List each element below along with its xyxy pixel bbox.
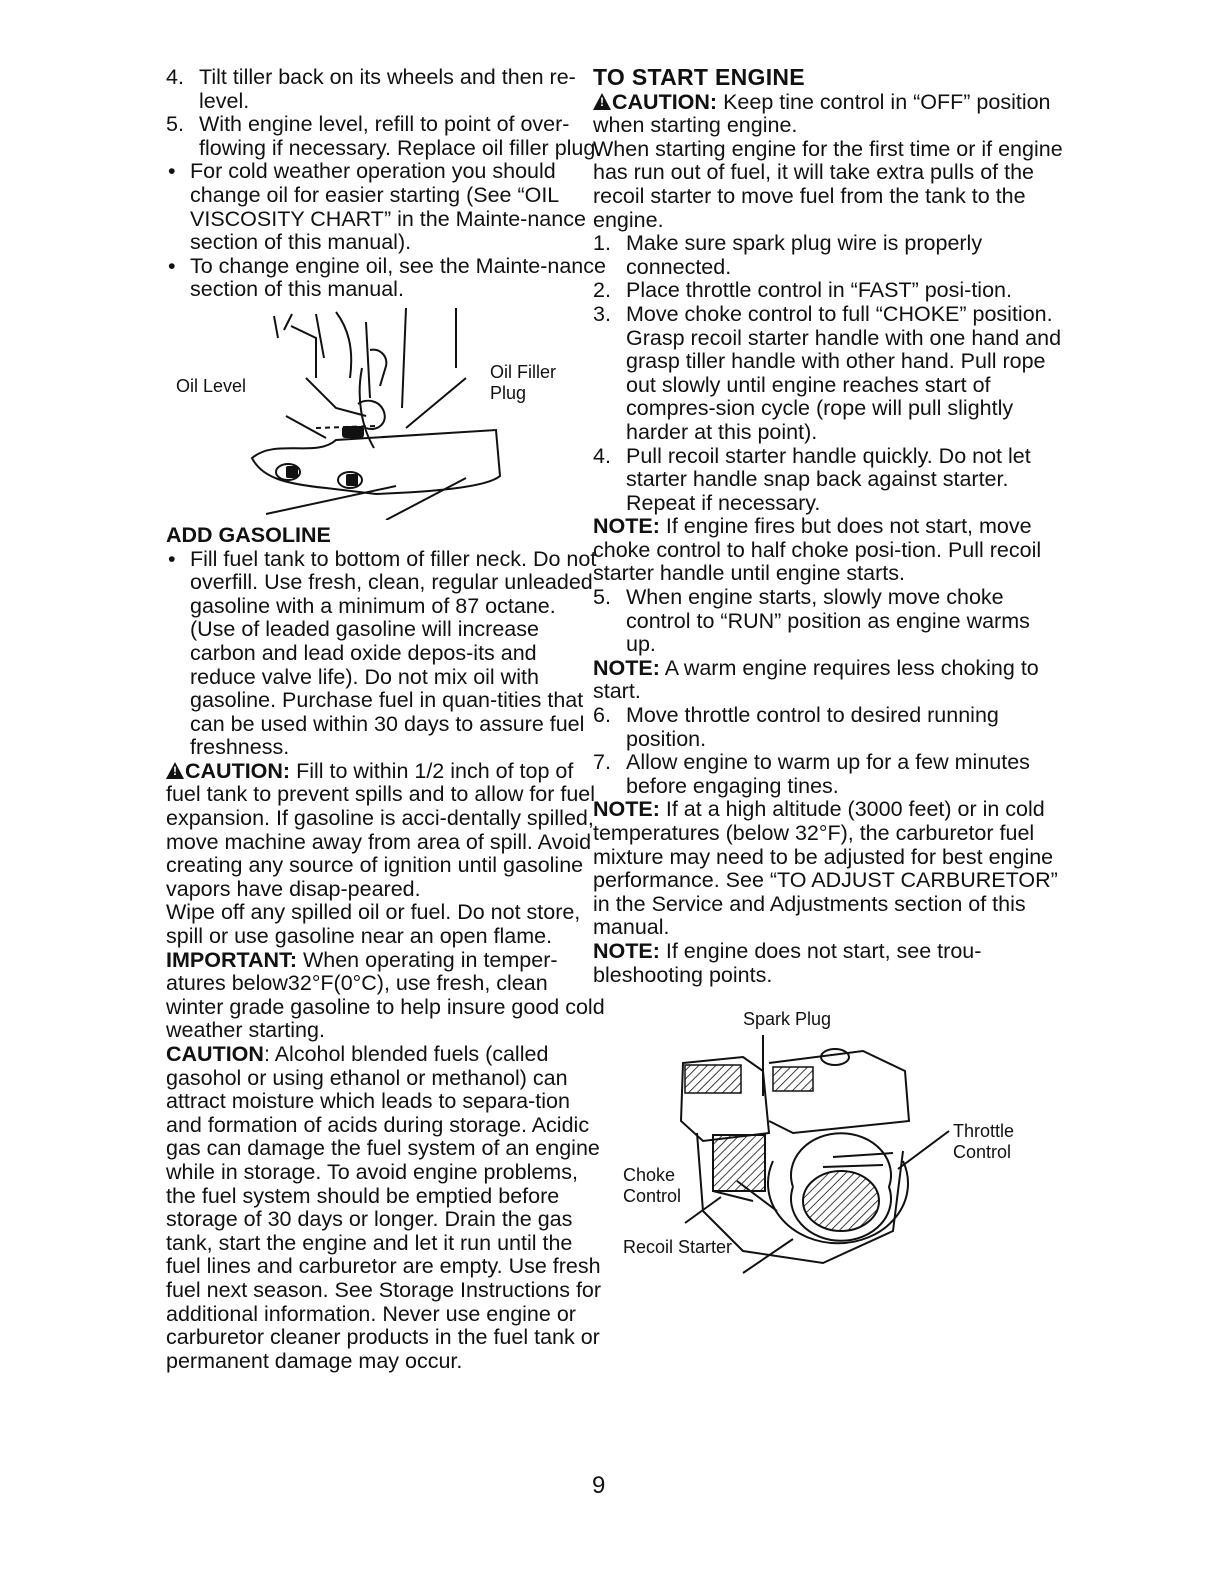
step-text: With engine level, refill to point of over-flowing if necessary. Replace oil filler plug. xyxy=(199,112,602,160)
engine-figure xyxy=(593,1001,1063,1301)
important-paragraph xyxy=(166,949,606,1043)
oil-filler-figure xyxy=(166,308,606,520)
list-item xyxy=(593,586,1063,657)
list-item xyxy=(166,255,606,302)
caution-label: CAUTION: xyxy=(185,758,291,783)
list-item xyxy=(593,232,1063,279)
choke-label: Control xyxy=(623,1186,682,1207)
list-item xyxy=(166,160,606,254)
list-item xyxy=(166,113,606,160)
step-text: Tilt tiller back on its wheels and then re-level. xyxy=(199,65,576,113)
note-paragraph xyxy=(593,515,1063,586)
note-label: NOTE: xyxy=(593,655,660,680)
note-text: If engine fires but does not start, move choke control to half choke posi-tion. Pull recoil starter handle until engine starts. xyxy=(593,514,1042,586)
step-number: 6. xyxy=(593,703,611,728)
caution-text: : Alcohol blended fuels (called gasohol or using ethanol or methanol) can attract moisture which leads to separa-tion and formation of acids during storage. Acidic gas can damage the fuel system of an engine while in storage. To avoid engine problems, the fuel system should be emptied before storage of 30 days or longer. Drain the gas tank, start the engine and let it run until the fuel lines and carburetor are empty. Use fresh fuel next season. See Storage Instructions for additional information. Never use engine or carburetor cleaner products in the fuel tank or permanent damage may occur. xyxy=(166,1042,602,1373)
caution-label: CAUTION xyxy=(166,1042,264,1066)
warning-icon xyxy=(593,93,611,110)
caution-paragraph xyxy=(166,760,606,902)
step-number: 4. xyxy=(593,443,611,468)
step-text: When engine starts, slowly move choke control to “RUN” position as engine warms up. xyxy=(626,585,1030,657)
caution-text: Fill to within 1/2 inch of top of fuel tank to prevent spills and to allow for fuel expansion. If gasoline is acci-dentally spilled, move machine away from area of spill. Avoid creating any source of ignition until gasoline vapors have disap-peared. xyxy=(166,758,596,901)
list-item xyxy=(166,66,606,113)
oil-filler-illustration xyxy=(166,308,606,520)
spark-plug-label: Spark Plug xyxy=(743,1009,832,1030)
step-text: Make sure spark plug wire is properly connected. xyxy=(626,231,983,279)
intro-paragraph: When starting engine for the first time or if engine has run out of fuel, it will take extra pulls of the recoil starter to move fuel from the tank to the engine. xyxy=(593,136,1063,232)
important-text: When operating in temper-atures below32°F(0°C), use fresh, clean winter grade gasoline to help insure good cold weather starting. xyxy=(166,947,605,1043)
note-label: NOTE: xyxy=(593,514,660,539)
oil-level-label: Oil Level xyxy=(176,375,247,396)
list-item xyxy=(593,445,1063,516)
oil-plug-label: Plug xyxy=(490,382,527,403)
throttle-label: Control xyxy=(953,1142,1012,1163)
step-number: 4. xyxy=(166,65,184,89)
step-text: Pull recoil starter handle quickly. Do not let starter handle snap back against starter. Repeat if necessary. xyxy=(626,443,1031,515)
step-number: 7. xyxy=(593,750,611,775)
bullet-text: For cold weather operation you should change oil for easier starting (See “OIL VISCOSITY CHART” in the Mainte-nance section of this manual). xyxy=(190,159,586,255)
oil-filler-label: Oil Filler xyxy=(490,361,556,382)
alcohol-caution-paragraph xyxy=(166,1043,606,1373)
throttle-label: Throttle xyxy=(953,1121,1015,1142)
note-text: If at a high altitude (3000 feet) or in cold temperatures (below 32°F), the carburetor fuel mixture may need to be adjusted for best engine performance. See “TO ADJUST CARBURETOR” in the Service and Adjustments section of this manual. xyxy=(593,797,1058,940)
note-text: A warm engine requires less choking to start. xyxy=(593,655,1039,704)
caution-text: Keep tine control in “OFF” position when starting engine. xyxy=(593,89,1051,138)
caution-paragraph xyxy=(593,91,1063,138)
list-item xyxy=(593,303,1063,445)
list-item xyxy=(593,751,1063,798)
wipe-paragraph: Wipe off any spilled oil or fuel. Do not store, spill or use gasoline near an open flame. xyxy=(166,900,581,949)
note-text: If engine does not start, see trou-bleshooting points. xyxy=(593,938,982,987)
recoil-starter-label: Recoil Starter xyxy=(623,1237,733,1258)
step-text: Move throttle control to desired running position. xyxy=(626,703,999,751)
section-title: TO START ENGINE xyxy=(593,64,805,90)
list-item xyxy=(166,548,606,760)
list-item xyxy=(593,704,1063,751)
step-text: Move choke control to full “CHOKE” position. Grasp recoil starter handle with one hand and grasp tiller handle with other hand. Pull rope out slowly until engine reaches start of compres-sion cycle (rope will pull slightly harder at this point). xyxy=(626,301,1062,444)
note-label: NOTE: xyxy=(593,938,660,963)
step-text: Allow engine to warm up for a few minutes before engaging tines. xyxy=(626,750,1030,798)
note-paragraph xyxy=(593,940,1063,987)
step-number: 2. xyxy=(593,278,611,303)
bullet-icon: • xyxy=(168,253,176,278)
bullet-text: Fill fuel tank to bottom of filler neck. Do not overfill. Use fresh, clean, regular unleaded gasoline with a minimum of 87 octane. (Use of leaded gasoline will increase carbon and lead oxide depos-its and reduce valve life). Do not mix oil with gasoline. Purchase fuel in quan-tities that can be used within 30 days to assure fuel freshness. xyxy=(190,546,597,760)
step-number: 5. xyxy=(166,112,184,137)
left-column xyxy=(166,66,606,1373)
bullet-text: To change engine oil, see the Mainte-nance section of this manual. xyxy=(190,253,606,302)
step-text: Place throttle control in “FAST” posi-tion. xyxy=(626,278,1012,303)
bullet-icon: • xyxy=(168,546,176,571)
note-paragraph xyxy=(593,657,1063,704)
note-label: NOTE: xyxy=(593,797,660,822)
caution-label: CAUTION: xyxy=(612,89,718,114)
step-number: 5. xyxy=(593,585,611,610)
choke-label: Choke xyxy=(623,1165,676,1186)
page-number: 9 xyxy=(592,1472,606,1499)
important-label: IMPORTANT: xyxy=(166,947,297,972)
note-paragraph xyxy=(593,798,1063,940)
list-item xyxy=(593,279,1063,303)
right-column xyxy=(593,66,1063,1301)
step-number: 1. xyxy=(593,231,611,256)
add-gasoline-heading: ADD GASOLINE xyxy=(166,522,331,547)
bullet-icon: • xyxy=(168,159,176,184)
step-number: 3. xyxy=(593,301,611,326)
warning-icon xyxy=(166,762,184,779)
